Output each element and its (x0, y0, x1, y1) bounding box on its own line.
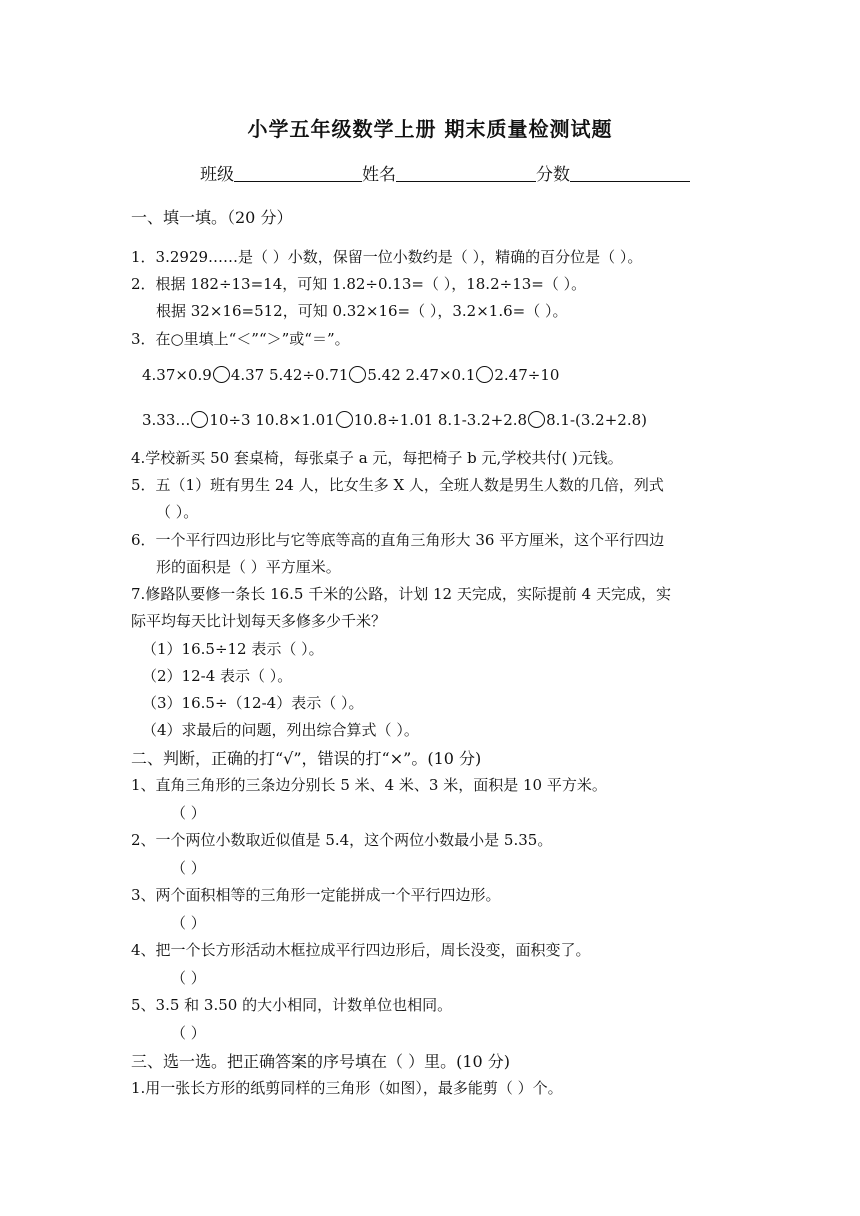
compare-expr: 10.8÷1.01 8.1-3.2+2.8 (353, 411, 528, 429)
compare-expr: 8.1-(3.2+2.8) (546, 411, 647, 429)
judge-answer-2[interactable]: （ ） (171, 859, 206, 877)
question-6b: 形的面积是（ ）平方厘米。 (156, 558, 341, 576)
question-7-4: （4）求最后的问题，列出综合算式（ ）。 (142, 721, 419, 739)
question-7-3: （3）16.5÷（12-4）表示（ ）。 (142, 694, 364, 712)
question-7b: 际平均每天比计划每天多修多少千米？ (131, 612, 387, 630)
section3-title: 三、选一选。把正确答案的序号填在（ ）里。(10 分) (131, 1052, 511, 1071)
question-1: 1．3.2929……是（ ）小数，保留一位小数约是（ ），精确的百分位是（ ）。 (131, 248, 643, 266)
question-7a: 7.修路队要修一条长 16.5 千米的公路，计划 12 天完成，实际提前 4 天完成，实 (131, 585, 671, 603)
judge-item-5: 5、3.5 和 3.50 的大小相同，计数单位也相同。 (131, 996, 453, 1014)
question-4: 4.学校新买 50 套桌椅，每张桌子 a 元，每把椅子 b 元,学校共付( )元钱。 (131, 449, 623, 467)
compare-circle[interactable] (336, 411, 353, 428)
student-info-line (200, 160, 690, 185)
name-blank (396, 163, 536, 182)
section2-title: 二、判断，正确的打“√”，错误的打“×”。(10 分) (131, 749, 482, 768)
section1-title: 一、填一填。（20 分） (131, 208, 293, 227)
compare-circle[interactable] (213, 366, 230, 383)
judge-item-3: 3、两个面积相等的三角形一定能拼成一个平行四边形。 (131, 886, 501, 904)
question-2b: 根据 32×16=512，可知 0.32×16=（ ），3.2×1.6=（ ）。 (156, 302, 568, 320)
judge-item-1: 1、直角三角形的三条边分别长 5 米、4 米、3 米，面积是 10 平方米。 (131, 776, 607, 794)
class-label: 班级 (200, 165, 234, 185)
compare-expr: 2.47÷10 (494, 366, 560, 384)
name-label: 姓名 (362, 165, 396, 185)
compare-expr: 5.42 2.47×0.1 (367, 366, 476, 384)
compare-circle[interactable] (349, 366, 366, 383)
judge-answer-1[interactable]: （ ） (171, 804, 206, 822)
question-7-2: （2）12-4 表示（ ）。 (142, 667, 293, 685)
compare-row-1 (142, 366, 559, 384)
compare-expr: 10÷3 10.8×1.01 (209, 411, 335, 429)
score-blank (570, 163, 690, 182)
question-3: 3．在○里填上“＜”“＞”或“＝”。 (131, 330, 350, 348)
compare-row-2 (142, 411, 647, 429)
question-5b: （ ）。 (156, 503, 199, 521)
judge-item-2: 2、一个两位小数取近似值是 5.4，这个两位小数最小是 5.35。 (131, 831, 553, 849)
compare-circle[interactable] (191, 411, 208, 428)
question-5a: 5．五（1）班有男生 24 人，比女生多 X 人，全班人数是男生人数的几倍，列式 (131, 476, 664, 494)
class-blank (234, 163, 362, 182)
choice-question-1: 1.用一张长方形的纸剪同样的三角形（如图），最多能剪（ ）个。 (131, 1079, 563, 1097)
compare-expr: 3.33… (142, 411, 191, 429)
judge-answer-3[interactable]: （ ） (171, 914, 206, 932)
question-7-1: （1）16.5÷12 表示（ ）。 (142, 640, 324, 658)
judge-item-4: 4、把一个长方形活动木框拉成平行四边形后，周长没变，面积变了。 (131, 941, 591, 959)
compare-expr: 4.37×0.9 (142, 366, 212, 384)
page-title: 小学五年级数学上册 期末质量检测试题 (247, 117, 613, 141)
compare-circle[interactable] (476, 366, 493, 383)
score-label: 分数 (536, 165, 570, 185)
question-6a: 6．一个平行四边形比与它等底等高的直角三角形大 36 平方厘米，这个平行四边 (131, 531, 665, 549)
judge-answer-4[interactable]: （ ） (171, 969, 206, 987)
compare-circle[interactable] (528, 411, 545, 428)
question-2a: 2．根据 182÷13=14，可知 1.82÷0.13=（ ），18.2÷13=（ ）。 (131, 275, 587, 293)
judge-answer-5[interactable]: （ ） (171, 1024, 206, 1042)
compare-expr: 4.37 5.42÷0.71 (230, 366, 349, 384)
